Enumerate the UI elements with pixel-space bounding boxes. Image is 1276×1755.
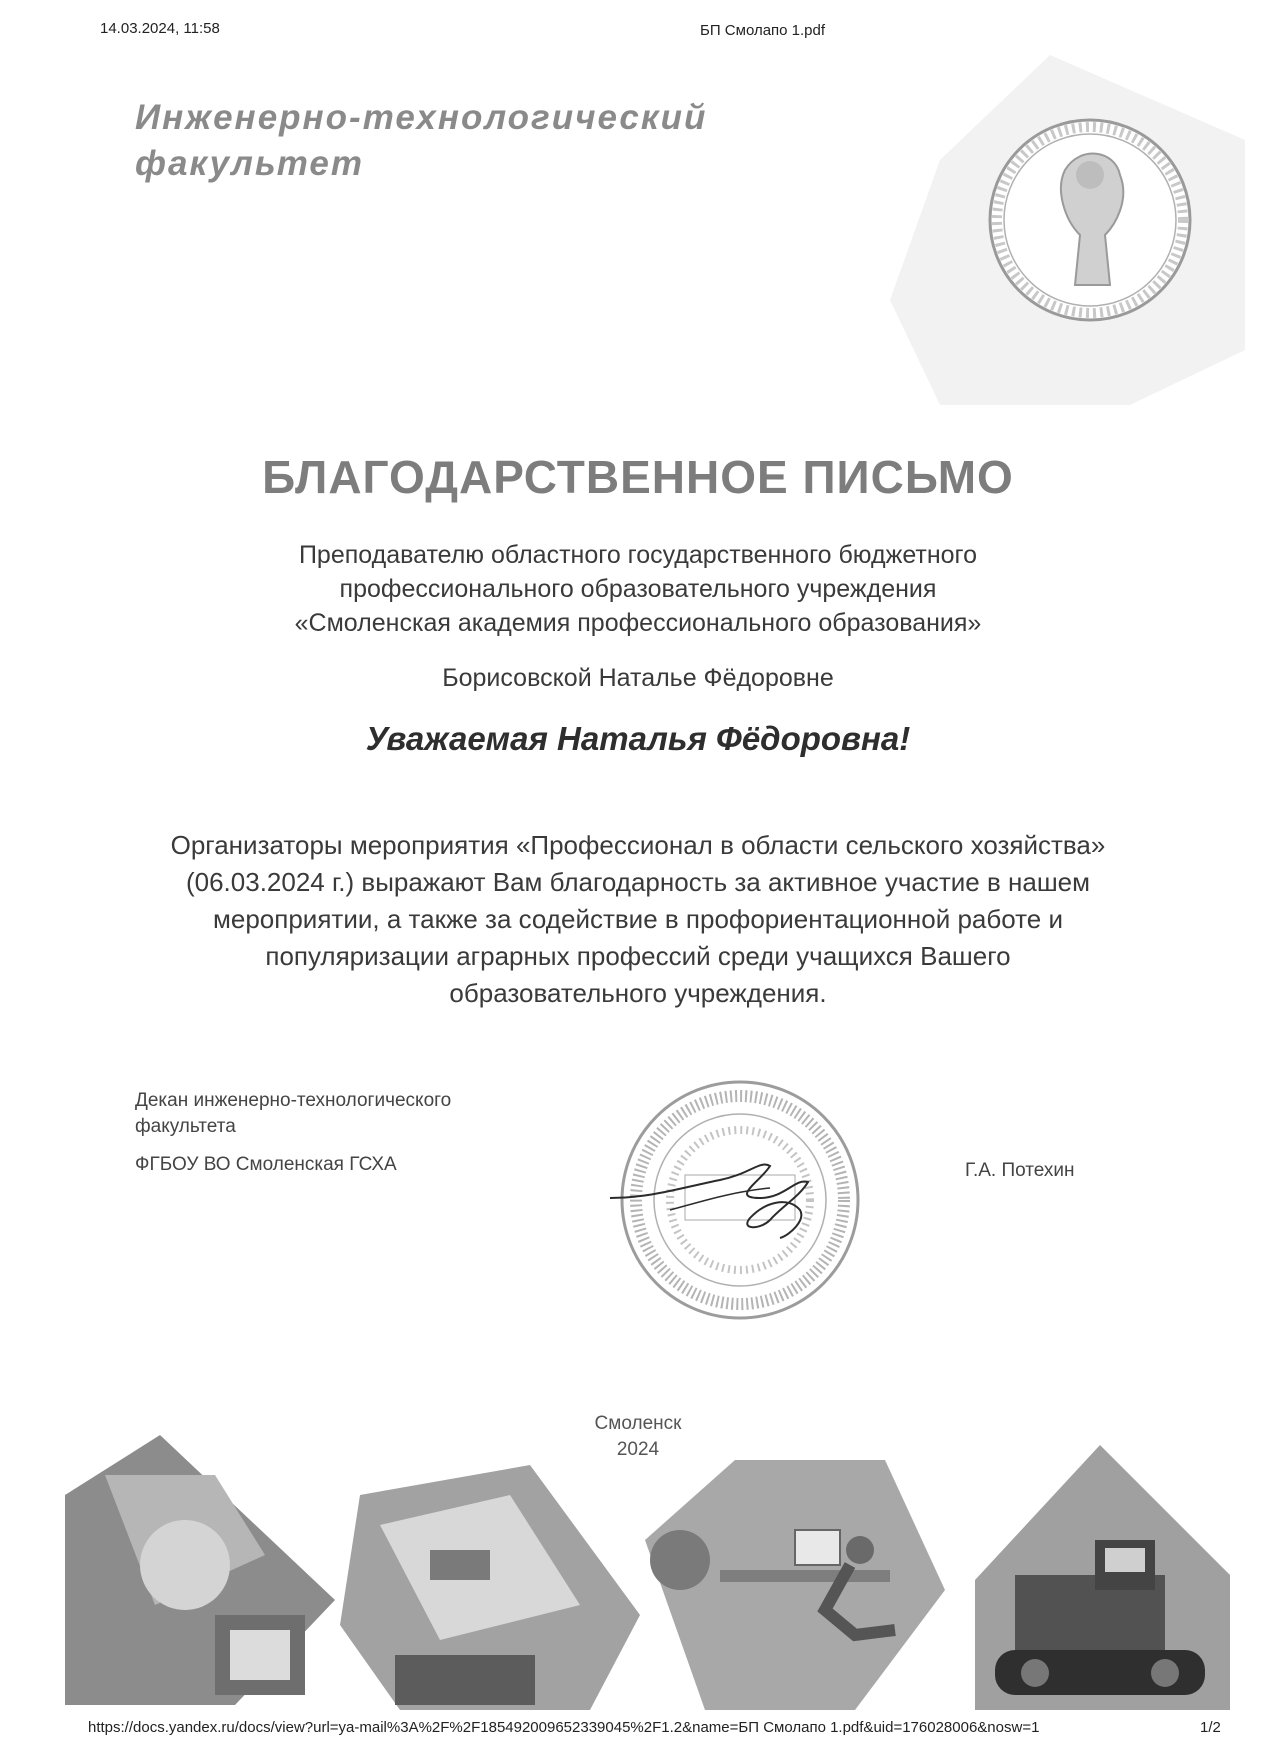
page-number: 1/2	[1200, 1719, 1221, 1736]
print-url: https://docs.yandex.ru/docs/view?url=ya-mail%3A%2F%2F185492009652339045%2F1.2&name=БП Смолапо 1.pdf&uid=176028006&nosw=1	[88, 1719, 1040, 1736]
body-line-3: мероприятии, а также за содействие в профориентационной работе и	[213, 904, 1063, 934]
round-stamp-icon	[610, 1070, 870, 1330]
city-name: Смоленск	[594, 1413, 682, 1434]
print-file-title: БП Смолапо 1.pdf	[700, 22, 826, 39]
signer-organization: ФГБОУ ВО Смоленская ГСХА	[135, 1154, 397, 1175]
recipient-line-1: Преподавателю областного государственного бюджетного	[298, 541, 978, 569]
body-line-5: образовательного учреждения.	[449, 978, 827, 1008]
university-emblem-icon	[880, 50, 1250, 410]
signer-position-line1: Декан инженерно-технологического	[135, 1090, 452, 1111]
signer-position-line2: факультета	[135, 1116, 236, 1137]
recipient-line-3: «Смоленская академия профессионального образования»	[294, 609, 982, 637]
year: 2024	[616, 1439, 660, 1460]
recipient-line-2: профессионального образовательного учреждения	[339, 575, 937, 603]
faculty-name-line2: факультет	[135, 144, 364, 183]
body-line-4: популяризации аграрных профессий среди учащихся Вашего	[265, 941, 1011, 971]
print-datetime: 14.03.2024, 11:58	[100, 20, 220, 37]
letter-title: БЛАГОДАРСТВЕННОЕ ПИСЬМО	[262, 451, 1014, 503]
signer-name: Г.А. Потехин	[965, 1160, 1075, 1181]
letter-body	[120, 827, 1156, 1012]
laboratory-photo-tile-icon	[340, 1465, 640, 1710]
agronomy-photo-tile-icon	[65, 1435, 335, 1705]
greeting: Уважаемая Наталья Фёдоровна!	[365, 720, 911, 757]
body-line-2: (06.03.2024 г.) выражают Вам благодарность за активное участие в нашем	[185, 867, 1091, 897]
faculty-name	[135, 95, 835, 187]
computer-work-photo-tile-icon	[645, 1460, 945, 1710]
recipient-block	[150, 538, 1126, 640]
faculty-name-line1: Инженерно-технологический	[135, 98, 708, 137]
recipient-name: Борисовской Наталье Фёдоровне	[442, 664, 834, 692]
tractor-photo-tile-icon	[975, 1445, 1230, 1710]
body-line-1: Организаторы мероприятия «Профессионал в области сельского хозяйства»	[170, 830, 1106, 860]
signer-position	[135, 1088, 555, 1178]
